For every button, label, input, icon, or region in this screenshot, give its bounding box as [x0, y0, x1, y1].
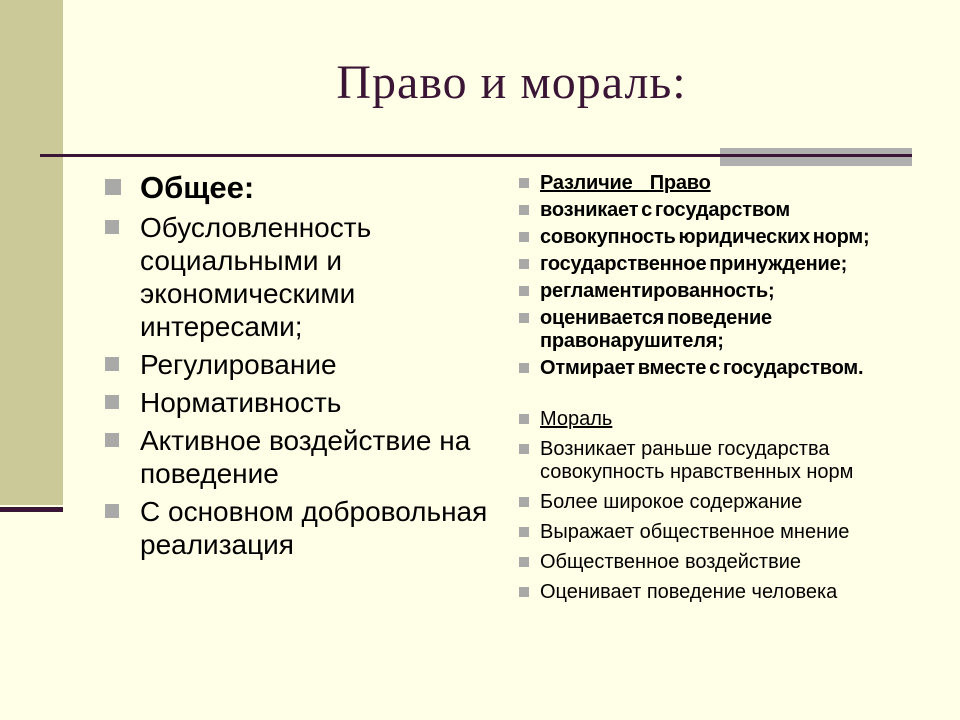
list-item	[519, 551, 929, 574]
list-item-text: Мораль	[540, 408, 613, 430]
bullet-square-icon	[519, 414, 529, 424]
list-item-text: Общественное воздействие	[540, 551, 802, 573]
list-item	[519, 199, 929, 222]
list-item-text: регламентированность;	[540, 280, 775, 302]
list-item-text: возникает с государством	[540, 199, 791, 221]
common-features-list	[105, 170, 490, 566]
list-item	[105, 211, 490, 343]
list-item-text: С основном добровольная реализация	[140, 496, 488, 560]
bullet-square-icon	[519, 205, 529, 215]
list-item-text: Нормативность	[140, 387, 342, 418]
title-rule-endcap	[720, 148, 912, 166]
section-header	[519, 172, 929, 195]
bullet-square-icon	[519, 444, 529, 454]
section-header	[519, 408, 929, 431]
sidebar-accent-underline	[0, 507, 63, 512]
list-item-text: оценивается поведение правонарушителя;	[540, 307, 772, 352]
list-item	[519, 307, 929, 353]
list-item-text: Более широкое содержание	[540, 491, 803, 513]
list-item	[519, 491, 929, 514]
list-item-text: государственное принуждение;	[540, 253, 848, 275]
bullet-square-icon	[519, 313, 529, 323]
list-item	[519, 438, 929, 484]
list-item	[105, 495, 490, 561]
bullet-square-icon	[519, 232, 529, 242]
bullet-square-icon	[519, 259, 529, 269]
bullet-square-icon	[105, 433, 119, 447]
list-item	[519, 357, 929, 380]
differences-list	[519, 172, 929, 611]
bullet-square-icon	[105, 395, 119, 409]
list-item	[519, 581, 929, 604]
list-item	[519, 253, 929, 276]
bullet-square-icon	[519, 178, 529, 188]
bullet-square-icon	[105, 357, 119, 371]
list-item-text: Различие Право	[540, 172, 711, 194]
list-item	[519, 226, 929, 249]
list-item-text: Обусловленность социальными и экономическими интересами;	[140, 212, 372, 342]
list-item-text: совокупность юридических норм;	[540, 226, 870, 248]
list-item	[105, 424, 490, 490]
list-item-text: Общее:	[140, 170, 255, 205]
bullet-square-icon	[105, 220, 119, 234]
sidebar-accent-bar	[0, 0, 63, 505]
bullet-square-icon	[519, 587, 529, 597]
page-title: Право и мораль:	[336, 56, 687, 109]
bullet-square-icon	[519, 527, 529, 537]
bullet-square-icon	[519, 363, 529, 373]
list-item-text: Выражает общественное мнение	[540, 521, 850, 543]
list-item-text: Регулирование	[140, 349, 337, 380]
bullet-square-icon	[519, 557, 529, 567]
bullet-square-icon	[105, 504, 119, 518]
list-item	[519, 280, 929, 303]
list-item-text: Отмирает вместе с государством.	[540, 357, 864, 379]
list-item	[519, 521, 929, 544]
bullet-square-icon	[105, 179, 121, 195]
list-item-text: Возникает раньше государства совокупность нравственных норм	[540, 438, 854, 483]
list-item-text: Оценивает поведение человека	[540, 581, 838, 603]
bullet-square-icon	[519, 286, 529, 296]
title-rule	[40, 154, 912, 157]
list-item	[105, 348, 490, 381]
list-item-text: Активное воздействие на поведение	[140, 425, 471, 489]
list-item	[105, 170, 490, 206]
list-item	[105, 386, 490, 419]
bullet-square-icon	[519, 497, 529, 507]
